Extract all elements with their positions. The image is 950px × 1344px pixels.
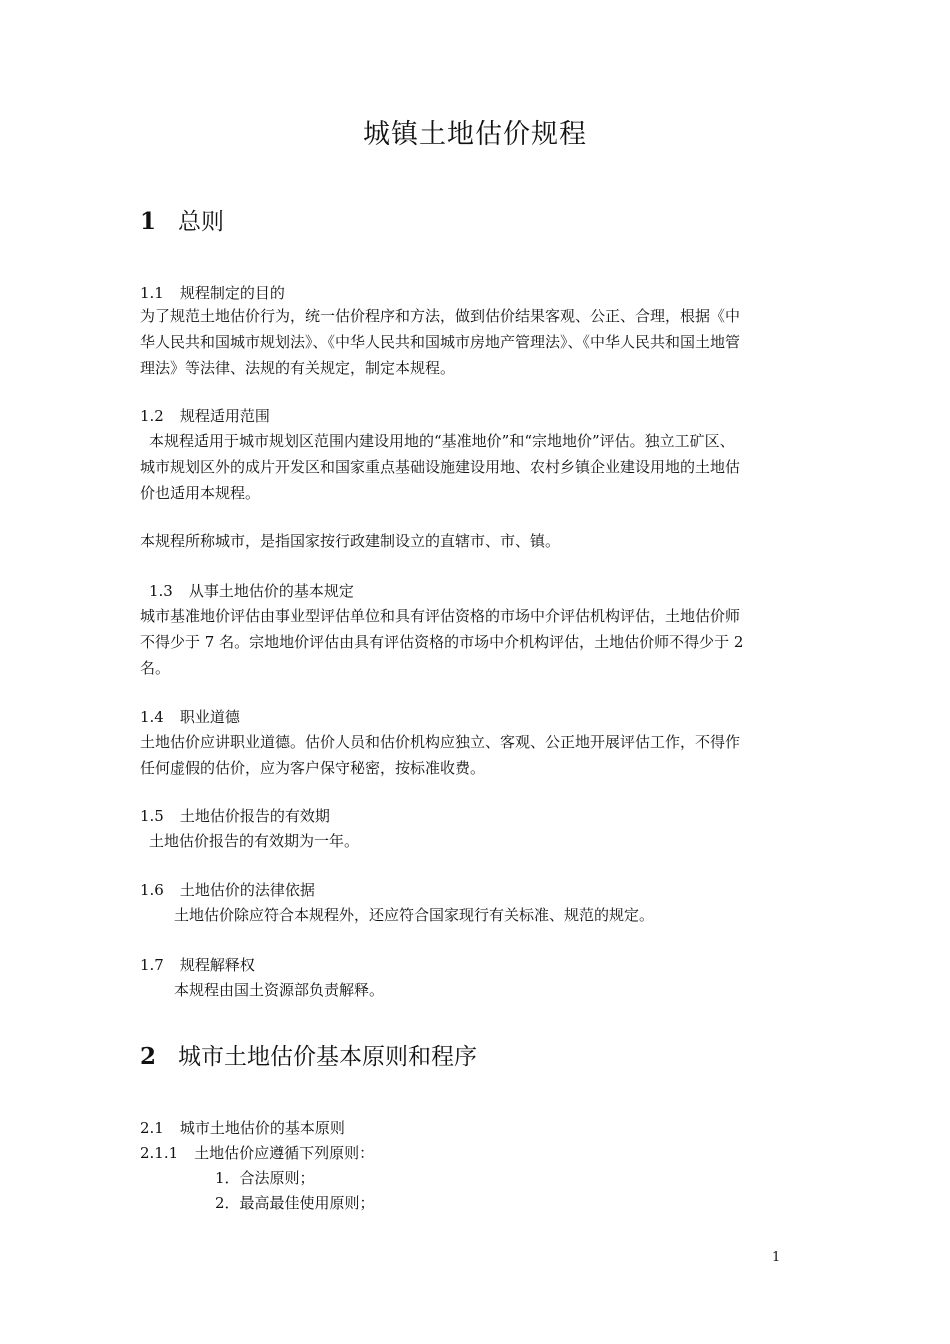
paragraph-line: 名。: [140, 659, 171, 677]
paragraph-line: 本规程适用于城市规划区范围内建设用地的“基准地价”和“宗地地价”评估。独立工矿区、: [149, 432, 735, 450]
section-number: 1.6: [140, 881, 164, 899]
paragraph-line: 理法》等法律、法规的有关规定，制定本规程。: [140, 359, 456, 377]
list-item: 2．最高最佳使用原则；: [215, 1194, 375, 1212]
section-number: 1.5: [140, 807, 164, 825]
section-1-5-heading: [140, 805, 330, 826]
section-title: 土地估价报告的有效期: [179, 807, 330, 825]
section-title: 城市土地估价的基本原则: [179, 1119, 345, 1137]
section-number: 1.7: [140, 956, 164, 974]
section-title: 规程解释权: [179, 956, 255, 974]
chapter-title: 总则: [178, 209, 224, 235]
section-title: 职业道德: [179, 708, 240, 726]
paragraph-line: 本规程由国土资源部负责解释。: [174, 981, 385, 999]
section-number: 2.1.1: [140, 1144, 179, 1162]
section-number: 1.3: [149, 582, 173, 600]
chapter-number: 1: [140, 208, 157, 235]
section-number: 1.4: [140, 708, 164, 726]
paragraph-line: 城市规划区外的成片开发区和国家重点基础设施建设用地、农村乡镇企业建设用地的土地估: [140, 458, 741, 476]
paragraph-line: 土地估价应讲职业道德。估价人员和估价机构应独立、客观、公正地开展评估工作，不得作: [140, 733, 741, 751]
section-1-6-heading: [140, 879, 315, 900]
section-2-1-1-heading: [140, 1142, 374, 1163]
section-title: 规程制定的目的: [179, 284, 285, 302]
section-title: 土地估价应遵循下列原则：: [194, 1144, 375, 1162]
section-1-3-heading: [149, 580, 354, 601]
document-title: 城镇土地估价规程: [363, 119, 587, 150]
list-item: 1．合法原则；: [215, 1169, 315, 1187]
section-number: 2.1: [140, 1119, 164, 1137]
chapter-1-heading: [140, 203, 224, 236]
paragraph-line: 任何虚假的估价，应为客户保守秘密，按标准收费。: [140, 759, 486, 777]
page-number: 1: [772, 1250, 781, 1265]
chapter-2-heading: [140, 1038, 477, 1071]
chapter-title: 城市土地估价基本原则和程序: [178, 1044, 477, 1070]
paragraph-line: 价也适用本规程。: [140, 484, 261, 502]
paragraph-line: 土地估价报告的有效期为一年。: [149, 832, 360, 850]
paragraph-line: 为了规范土地估价行为，统一估价程序和方法，做到估价结果客观、公正、合理，根据《中: [140, 307, 741, 325]
chapter-number: 2: [140, 1043, 157, 1070]
paragraph-line: 本规程所称城市，是指国家按行政建制设立的直辖市、市、镇。: [140, 532, 561, 550]
section-2-1-heading: [140, 1117, 345, 1138]
paragraph-line: 华人民共和国城市规划法》、《中华人民共和国城市房地产管理法》、《中华人民共和国土地管: [140, 333, 741, 351]
section-title: 规程适用范围: [179, 407, 270, 425]
section-number: 1.1: [140, 284, 164, 302]
section-number: 1.2: [140, 407, 164, 425]
paragraph-line: 不得少于 7 名。宗地地价评估由具有评估资格的市场中介机构评估，土地估价师不得少于 2: [140, 633, 744, 651]
section-1-1-heading: [140, 282, 285, 303]
section-1-4-heading: [140, 706, 240, 727]
section-title: 从事土地估价的基本规定: [188, 582, 354, 600]
section-1-7-heading: [140, 954, 255, 975]
section-1-2-heading: [140, 405, 270, 426]
paragraph-line: 城市基准地价评估由事业型评估单位和具有评估资格的市场中介评估机构评估，土地估价师: [140, 607, 741, 625]
section-title: 土地估价的法律依据: [179, 881, 315, 899]
paragraph-line: 土地估价除应符合本规程外，还应符合国家现行有关标准、规范的规定。: [174, 906, 655, 924]
